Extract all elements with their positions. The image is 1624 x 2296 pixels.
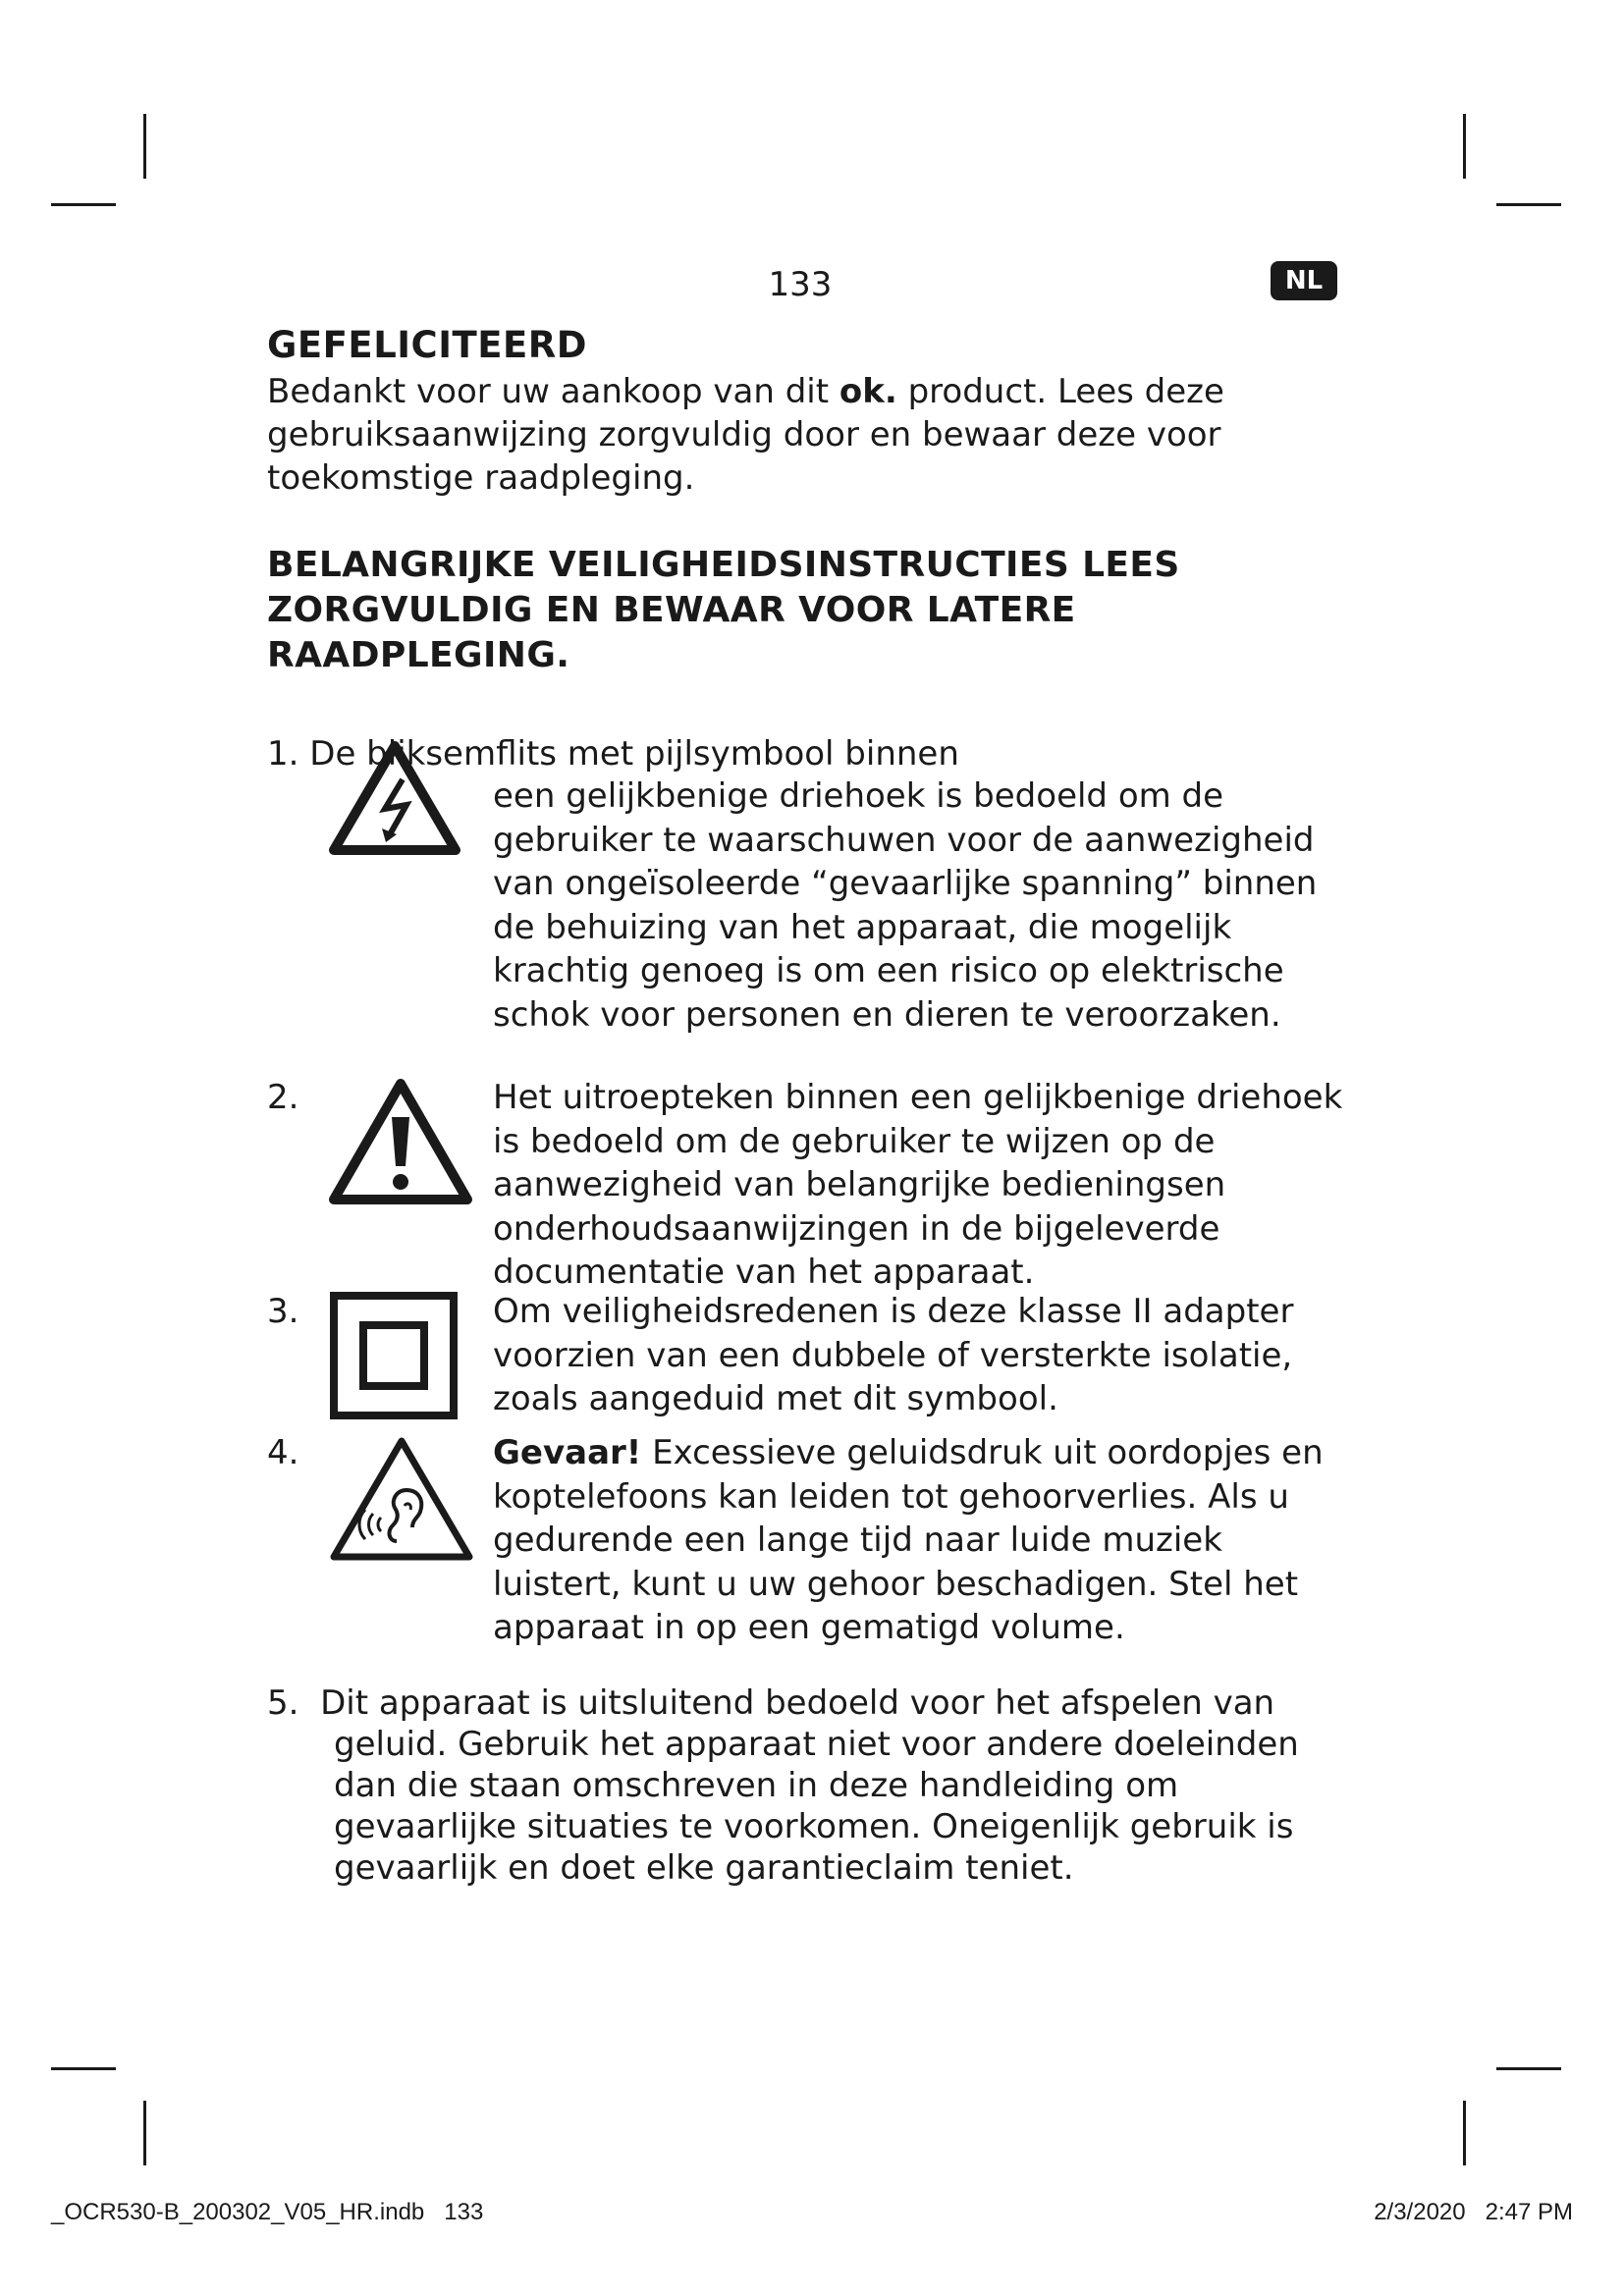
double-insulation-icon xyxy=(330,1292,458,1419)
crop-mark xyxy=(143,114,146,179)
print-date: 2/3/2020 2:47 PM xyxy=(1374,2199,1573,2225)
page-title: GEFELICITEERD xyxy=(267,324,587,366)
lightning-warning-icon xyxy=(328,740,461,856)
item-4-text xyxy=(493,1431,1357,1650)
crop-mark xyxy=(51,203,116,206)
intro-paragraph xyxy=(267,370,1357,500)
hearing-damage-warning-icon xyxy=(328,1435,475,1563)
crop-mark xyxy=(51,2067,116,2070)
crop-mark xyxy=(1496,203,1561,206)
crop-mark xyxy=(143,2101,146,2165)
item-2-text: Het uitroepteken binnen een gelijkbenige driehoek is bedoeld om de gebruiker te wijzen op de aanwezigheid van belangrijke bedieningsen onderhoudsaanwijzingen in de bijgeleverde documentatie van het apparaat. xyxy=(493,1078,1343,1292)
crop-mark xyxy=(1463,114,1466,179)
item-5-text xyxy=(267,1682,1357,1889)
item-number: 1. xyxy=(267,734,299,774)
page-number: 133 xyxy=(768,265,833,304)
item-4-body: Excessieve geluidsdruk uit oordopjes en koptelefoons kan leiden tot gehoorverlies. Als u gedurende een lange tijd naar luide muziek luistert, kunt u uw gehoor beschadigen. Stel het apparaat in op een gematigd volume. xyxy=(493,1433,1324,1647)
file-info: _OCR530-B_200302_V05_HR.indb 133 xyxy=(51,2199,484,2225)
item-5-body: Dit apparaat is uitsluitend bedoeld voor het afspelen van geluid. Gebruik het apparaat niet voor andere doeleinden dan die staan omschreven in deze handleiding om gevaarlijke situaties te voorkomen. Oneigenlijk gebruik is gevaarlijk en doet elke garantieclaim teniet. xyxy=(320,1683,1299,1888)
item-lead-text: De bliksemflits met pijlsymbool binnen xyxy=(309,734,959,774)
item-3-text: Om veiligheidsredenen is deze klasse II adapter voorzien van een dubbele of versterkte isolatie, zoals aangeduid met dit symbool. xyxy=(493,1292,1294,1418)
item-number: 4. xyxy=(267,1433,299,1472)
item-number: 3. xyxy=(267,1292,299,1331)
item-1-text: een gelijkbenige driehoek is bedoeld om de gebruiker te waarschuwen voor de aanwezigheid van ongeïsoleerde “gevaarlijke spanning” binnen de behuizing van het apparaat, die mogelijk krachtig genoeg is om een risico op elektrische schok voor personen en dieren te veroorzaken. xyxy=(493,776,1318,1035)
intro-section xyxy=(267,324,1357,678)
danger-label: Gevaar! xyxy=(493,1433,642,1472)
brand-name: ok. xyxy=(839,372,897,411)
crop-mark xyxy=(1496,2067,1561,2070)
intro-text-start: Bedankt voor uw aankoop van dit xyxy=(267,372,839,411)
crop-mark xyxy=(1463,2101,1466,2165)
intro-text-end: product. Lees deze gebruiksaanwijzing zorgvuldig door en bewaar deze voor toekomstige raadpleging. xyxy=(267,372,1224,498)
safety-heading: BELANGRIJKE VEILIGHEIDSINSTRUCTIES LEES ZORGVULDIG EN BEWAAR VOOR LATERE RAADPLEGING. xyxy=(267,545,1180,675)
language-badge: NL xyxy=(1271,261,1337,300)
item-number: 2. xyxy=(267,1078,299,1117)
exclamation-warning-icon xyxy=(328,1078,473,1205)
item-number: 5. xyxy=(267,1683,299,1723)
item-5 xyxy=(267,1682,1357,1889)
